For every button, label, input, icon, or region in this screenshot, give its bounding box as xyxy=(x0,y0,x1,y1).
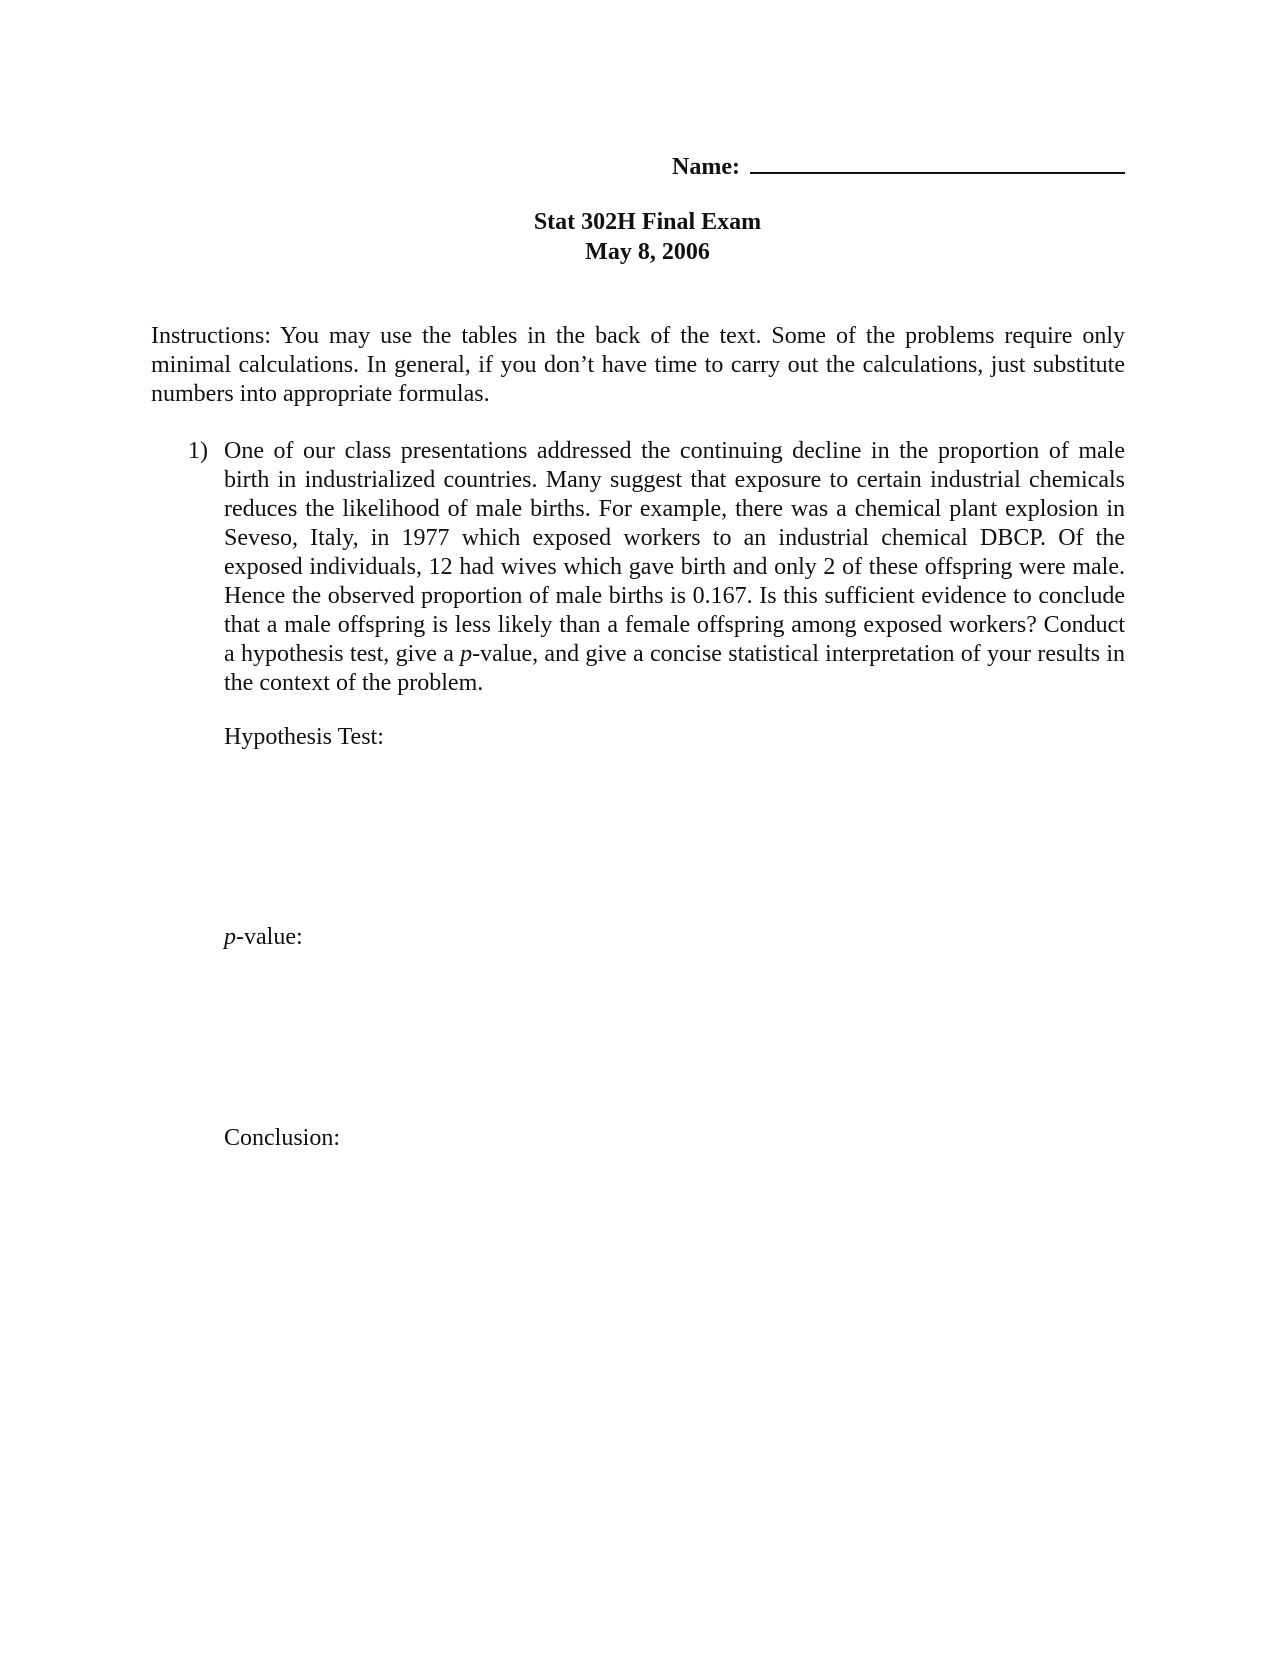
name-line xyxy=(672,150,1125,181)
question-text-part1: One of our class presentations addressed the continuing decline in the proportion of male birth in industrialized countries. Many suggest that exposure to certain industrial chemicals reduces the likelihood of male births. For example, there was a chemical plant explosion in Seveso, Italy, in 1977 which exposed workers to an industrial chemical DBCP. Of the exposed individuals, 12 had wives which gave birth and only 2 of these offspring were male. Hence the observed proportion of male births is 0.167. Is this sufficient evidence to conclude that a male offspring is less likely than a female offspring among exposed workers? Conduct a hypothesis test, give a xyxy=(224,438,1125,667)
hypothesis-test-label: Hypothesis Test: xyxy=(224,724,384,750)
p-value-label xyxy=(224,924,303,951)
question-text-part2: -value, and give a concise statistical interpretation of your results in the context of the problem. xyxy=(224,641,1126,696)
name-blank-field[interactable] xyxy=(750,150,1125,174)
exam-date: May 8, 2006 xyxy=(585,239,710,265)
question-1 xyxy=(188,437,1125,698)
question-number: 1) xyxy=(188,438,208,464)
p-value-suffix: -value: xyxy=(236,924,303,950)
question-p-italic: p xyxy=(460,641,473,667)
name-label: Name: xyxy=(672,154,740,180)
p-value-italic: p xyxy=(224,924,236,950)
instructions-paragraph: Instructions: You may use the tables in the back of the text. Some of the problems require only minimal calculations. In general, if you don’t have time to carry out the calculations, just substitute numbers into appropriate formulas. xyxy=(151,323,1125,407)
exam-title: Stat 302H Final Exam xyxy=(533,209,762,235)
question-text xyxy=(224,437,1125,698)
conclusion-label: Conclusion: xyxy=(224,1125,341,1151)
exam-title-block xyxy=(0,207,1280,267)
